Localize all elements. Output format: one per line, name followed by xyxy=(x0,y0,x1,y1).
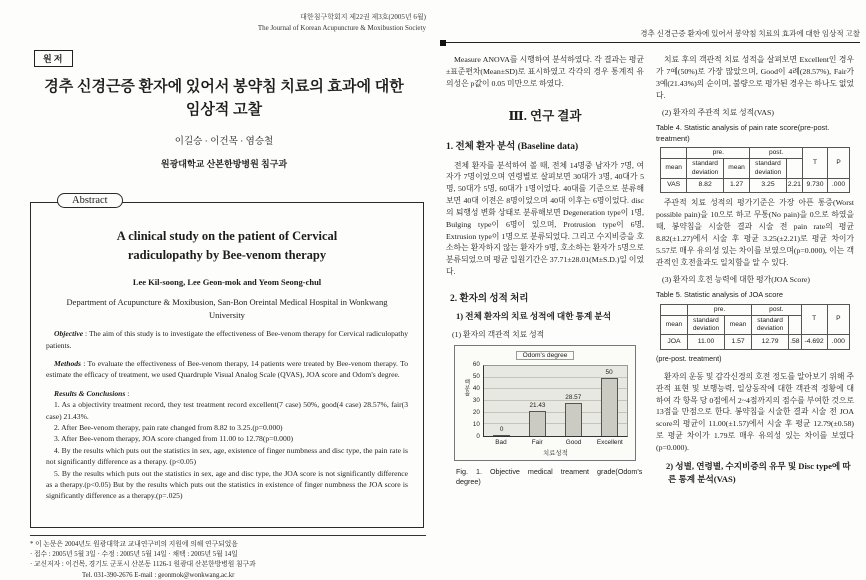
table-5-pre-header: pre. xyxy=(688,304,752,315)
running-head-square-icon xyxy=(440,40,446,46)
right-page xyxy=(440,0,860,580)
table-4-pre-sd: 1.27 xyxy=(723,178,749,192)
journal-name-kr: 대한침구학회지 제22권 제3호(2005년 6월) xyxy=(300,13,426,21)
y-tick-60: 60 xyxy=(472,360,480,368)
table-5-post-sd-header: standard deviation xyxy=(752,315,789,334)
y-tick-10: 10 xyxy=(472,420,480,428)
table-4-post-sd-header: standard deviation xyxy=(750,159,786,178)
table-5-pre-sd-header: standard deviation xyxy=(688,315,725,334)
x-category-good: Good xyxy=(565,438,582,446)
table-5-t-header: T xyxy=(801,304,827,335)
subsection-1-heading: 1. 전체 환자 분석 (Baseline data) xyxy=(446,141,579,152)
title-line-2: 임상적 고찰 xyxy=(185,101,263,118)
objective-label: Objective xyxy=(54,329,84,339)
methods-text: : To evaluate the effectiveness of Bee-venom therapy, 14 patients were treated by Bee-venom therapy. To estimate the efficacy of treatment, we used Quardruple Visual Analog Scale (QVAS), JOA score and Odom's degree. xyxy=(46,359,408,380)
table-5-header-row-1 xyxy=(660,304,849,315)
y-tick-40: 40 xyxy=(472,384,480,392)
page-title xyxy=(18,76,430,121)
y-tick-0: 0 xyxy=(476,432,480,440)
paragraph-vas-analysis: 주관적 치료 성적의 평가기준은 가장 아픈 통증(Worst possible pain)을 10으로 하고 무통(No pain)을 0으로 하였을 때, 봉약침을 시술한 결과 시술 전 pain rate의 평균 8.82(±1.27)에서 시술 후 평균 3.25(±2.21)로 평균 차이가 5.57로 매우 유의성 있는 차이를 보였으며(p=0.000), 이는 객관적인 호전율과도 일치함을 알 수 있다. xyxy=(656,198,854,267)
table-4-post-sd: 2.21 xyxy=(786,178,802,192)
journal-header xyxy=(258,12,426,34)
table-4-pain-rate xyxy=(660,147,850,193)
chart-y-axis xyxy=(469,360,483,440)
y-tick-50: 50 xyxy=(472,372,480,380)
running-head xyxy=(440,28,860,43)
table-4-pre-mean: 8.82 xyxy=(687,178,723,192)
paragraph-objective-result: 치료 후의 객관적 치료 성적을 살펴보면 Excellent인 경우가 7예(50%)로 가장 많았으며, Good이 4례(28.57%), Fair가 3예(21.43%)의 순이며, 불량으로 평가된 경우는 하나도 없었다. xyxy=(656,55,854,100)
bar-good xyxy=(565,403,582,436)
bar-fair xyxy=(529,411,546,436)
footnote-dates: · 접수 : 2005년 5월 3일 · 수정 : 2005년 5월 14일 · 채택 : 2005년 5월 14일 xyxy=(30,551,238,559)
table-5-post-sd: .58 xyxy=(789,335,801,349)
bar-slot-fair xyxy=(521,366,554,436)
chart-title: Odom's degree xyxy=(516,351,575,360)
abstract-authors: Lee Kil-soong, Lee Geon-mok and Yeom Seong-chul xyxy=(132,276,322,287)
table-5-blank-header xyxy=(660,304,687,315)
table-5-p-value: .000 xyxy=(827,335,849,349)
column-left xyxy=(446,54,644,488)
chart-plot-column xyxy=(483,365,628,457)
footnote-funding: * 이 논문은 2004년도 원광대학교 교내연구비의 지원에 의해 연구되었음 xyxy=(30,541,238,548)
table-5-row-label: JOA xyxy=(660,335,687,349)
chart-plot-area xyxy=(483,365,628,437)
chart-y-axis-label: 백분율 xyxy=(462,378,469,397)
table-4-post-mean-header: mean xyxy=(723,159,749,178)
methods-label: Methods xyxy=(54,359,82,369)
table-5-subcaption: (pre-post. treatment) xyxy=(656,353,722,363)
bar-slot-good xyxy=(557,366,590,436)
left-page xyxy=(18,0,430,580)
results-label: Results & Conclusions xyxy=(54,388,126,398)
table-4-p-value: .000 xyxy=(828,178,850,192)
abstract-box xyxy=(30,195,424,528)
subsection-2-2-heading: 2) 성별, 연령별, 수지비증의 유무 및 Disc type에 따른 통계 분석(VAS) xyxy=(666,460,851,484)
table-4-t-header: T xyxy=(802,148,827,179)
results-colon: : xyxy=(125,388,130,398)
running-head-text: 경추 신경근증 환자에 있어서 봉약침 치료의 효과에 대한 임상적 고찰 xyxy=(640,29,860,38)
x-category-bad: Bad xyxy=(495,438,507,446)
subsection-2-1-1-heading: (1) 환자의 객관적 치료 성적 xyxy=(452,329,545,339)
table-4-pre-header: pre. xyxy=(687,148,750,159)
journal-name-en: The Journal of Korean Acupuncture & Moxibustion Society xyxy=(257,24,426,33)
footnote-contact: Tel. 031-390-2676 E-mail : geonmok@wonkwang.ac.kr xyxy=(82,571,235,579)
table-4-caption: Table 4. Statistic analysis of pain rate score(pre-post. treatment) xyxy=(656,123,830,143)
table-5-post-mean: 12.79 xyxy=(752,335,789,349)
subsection-joa-heading: (3) 환자의 호전 능력에 대한 평가(JOA Score) xyxy=(662,275,810,285)
article-type-badge: 원저 xyxy=(34,50,73,67)
table-4-p-header: P xyxy=(828,148,850,179)
table-5-pre-sd: 1.57 xyxy=(725,335,752,349)
bar-bad xyxy=(493,435,510,436)
affiliation-kr: 원광대학교 산본한방병원 침구과 xyxy=(160,159,288,169)
abstract-results-heading xyxy=(46,388,408,399)
column-right xyxy=(656,54,854,492)
x-category-excellent: Excellent xyxy=(596,438,623,446)
section-3-heading: Ⅲ. 연구 결과 xyxy=(508,108,582,123)
paragraph-anova: Measure ANOVA를 시행하여 분석하였다. 각 결과는 평균±표준편차(Mean±SD)로 표시하였고 각각의 경우 통계적 유의성은 p값이 0.05 미만으로 하였다. xyxy=(446,55,644,88)
abstract-title-line-2: radiculopathy by Bee-venom therapy xyxy=(127,248,327,263)
table-4-row-label: VAS xyxy=(660,178,686,192)
abstract-methods xyxy=(46,358,408,381)
bar-slot-excellent xyxy=(593,366,626,436)
table-5-pre-mean-header: mean xyxy=(660,315,687,334)
table-5-post-header: post. xyxy=(752,304,801,315)
table-4-pre-sd-header: standard deviation xyxy=(687,159,723,178)
abstract-affiliation: Department of Acupuncture & Moxibusion, San-Bon Oreintal Medical Hospital in Wonkwang University xyxy=(66,296,388,320)
result-item-2: 2. After Bee-venom therapy, pain rate changed from 8.82 to 3.25.(p=0.000) xyxy=(54,422,283,432)
footnote-block xyxy=(30,535,426,580)
subsection-2-1-heading: 1) 전체 환자의 치료 성적에 대한 통계 분석 xyxy=(456,310,612,321)
bar-value-label: 0 xyxy=(499,426,504,434)
result-item-3: 3. After Bee-venom therapy, JOA score changed from 11.00 to 12.78(p=0.000) xyxy=(54,434,294,444)
bar-value-label: 50 xyxy=(605,369,613,377)
table-5-joa-score xyxy=(660,304,850,350)
chart-x-axis-label: 치료성적 xyxy=(543,449,568,457)
bar-value-label: 28.57 xyxy=(565,394,582,402)
paragraph-joa-analysis: 환자의 운동 및 감각신경의 호전 정도를 알아보기 위해 주관적 표현 및 보행능력, 일상동작에 대한 객관적 정황에 대하여 각 항목 당 0점에서 2~4점까지의 점수를 부여한 것으로 13점을 만점으로 한다. 봉약침을 시술한 결과 시술 전 JOA score의 평균이 11.00(±1.57)에서 시술 후 평균 12.79(±0.58)로 평균 차이가 1.79로 매우 유의성 있는 차이를 보였다(p=0.000). xyxy=(656,371,854,452)
chart-x-axis xyxy=(483,439,628,446)
y-tick-20: 20 xyxy=(472,408,480,416)
bar-excellent xyxy=(601,378,618,436)
abstract-title-line-1: A clinical study on the patient of Cervical xyxy=(116,229,338,243)
table-5-t-value: -4.692 xyxy=(801,335,827,349)
table-5-p-header: P xyxy=(827,304,849,335)
figure-1-caption: Fig. 1. Objective medical treament grade(Odom's degree) xyxy=(456,466,643,487)
title-line-1: 경추 신경근증 환자에 있어서 봉약침 치료의 효과에 대한 xyxy=(44,79,404,95)
table-5-post-mean-header: mean xyxy=(725,315,752,334)
table-5-caption: Table 5. Statistic analysis of JOA score xyxy=(656,290,783,300)
odoms-degree-chart xyxy=(454,345,636,461)
table-4-t-value: 9.730 xyxy=(802,178,827,192)
table-4-blank-header xyxy=(660,148,686,159)
abstract-title xyxy=(46,227,408,266)
bar-slot-bad xyxy=(485,366,518,436)
x-category-fair: Fair xyxy=(531,438,543,446)
objective-text: : The aim of this study is to investigate the effectiveness of Bee-venom therapy for Cervical radiculopathy patients. xyxy=(46,329,408,350)
table-row xyxy=(660,178,849,192)
table-4-pre-mean-header: mean xyxy=(660,159,686,178)
table-4-header-row-1 xyxy=(660,148,849,159)
y-tick-30: 30 xyxy=(472,396,480,404)
paragraph-baseline: 전체 환자를 분석하여 볼 때, 전체 14명중 남자가 7명, 여자가 7명이었으며 연령별로 살펴보면 30대가 3명, 40대가 5명, 50대가 5명, 60대가 1명이었다. 40대를 기준으로 분류해 보면 40대 이전은 8명이었으며 40대 이후는 6명이었다. disc의 퇴행성 변화 상태로 분류해보면 Degeneration type이 1명, Bulging type이 6명이 있으며, Protrusion type이 6명, Extrusion type이 1명으로 분류되었다. 그리고 수지비증을 호소하는 환자하지 않는 환자가 9명, 호소하는 환자가 5명으로 분류되었으며 평균 입원기간은 37.71±28.01(M±S.D.)일 이었다. xyxy=(446,160,644,277)
result-item-1: 1. As a objectivity treatment record, they test treatment record excellent(7 case) 50%, good(4 case) 28.57%, fair(3 case) 21.43%. xyxy=(46,400,408,421)
abstract-objective xyxy=(46,328,408,351)
footnote-corresponding-author: · 교신저자 : 이건목, 경기도 군포시 산본동 1126-1 원광대 산본한방병원 침구과 xyxy=(30,561,256,569)
result-item-4: 4. By the results which puts out the statistics in sex, age, existence of finger numbness and disc type, the pain rate is not significantly difference as a therapy. (p<0.05) xyxy=(46,445,408,467)
subsection-2-heading: 2. 환자의 성적 처리 xyxy=(450,293,529,304)
table-4-post-mean: 3.25 xyxy=(750,178,786,192)
bar-value-label: 21.43 xyxy=(529,402,546,410)
chart-area xyxy=(462,360,628,457)
subsection-vas-heading: (2) 환자의 주관적 치료 성적(VAS) xyxy=(662,108,774,118)
result-item-5: 5. By the results which puts out the statistics in sex, age and disc type, the JOA score is not significantly difference as a therapy.(p<0.05) But by the results which puts out the statistics in existence of finger numbness the JOA score is significantly difference as a therapy.(p=.025) xyxy=(46,468,408,501)
table-row xyxy=(660,335,849,349)
table-5-pre-mean: 11.00 xyxy=(688,335,725,349)
table-4-post-header: post. xyxy=(750,148,803,159)
abstract-label: Abstract xyxy=(57,193,123,208)
authors-kr: 이길승 · 이건목 · 염승철 xyxy=(174,137,274,147)
